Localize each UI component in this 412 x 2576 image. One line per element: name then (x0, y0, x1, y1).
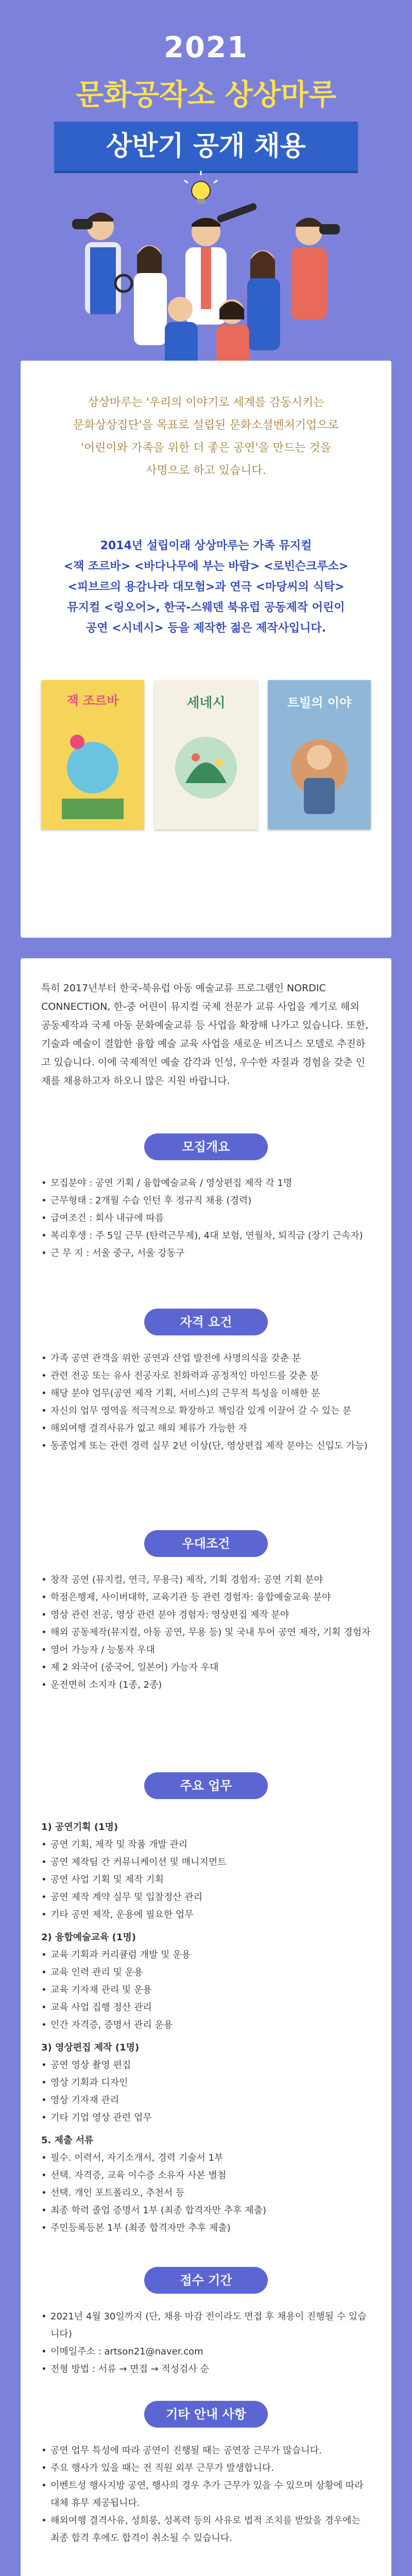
highlight-line: <잭 조르바> <바다나무에 부는 바람> <로빈슨크루소> (63, 560, 349, 573)
list-item: • 해당 분야 업무(공연 제작 기획, 서비스)의 근무적 특성을 이해한 분 (41, 1385, 371, 1402)
section-title-duties: 주요 업무 (144, 1772, 268, 1799)
book-title: 잭 조르바 (66, 693, 119, 708)
list-item: • 가족 공연 관객을 위한 공연과 산업 발전에 사명의식을 갖춘 분 (41, 1350, 371, 1367)
section-title-preferences: 우대조건 (144, 1530, 268, 1557)
company-title: 문화공작소 상상마루 (75, 78, 337, 112)
list-item: • 학점은행제, 사이버대학, 교육기관 등 관련 경험자: 융합예술교육 분야 (41, 1589, 371, 1606)
list-item: • 기타 공연 제작, 운용에 필요한 업무 (41, 1906, 371, 1924)
list-item: • 해외여행 결격사유, 성희롱, 성폭력 등의 사유로 법적 조치를 받았을 경우에는 최종 합격 후에도 합격이 취소될 수 있습니다. (41, 2512, 371, 2547)
list-item: • 관련 전공 또는 유사 전공자로 친화력과 공정적인 마인드를 갖춘 분 (41, 1367, 371, 1385)
highlight-line: 공연 <시네시> 등을 제작한 젊은 제작사입니다. (85, 622, 327, 635)
intro-line: 문화상상집단'을 목표로 설립된 문화소셜벤처기업으로 (73, 419, 339, 432)
person-woman-right-icon (247, 250, 280, 350)
list-item: • 공연 사업 기획 및 제작 기획 (41, 1871, 371, 1889)
list-item: • 교육 인력 관리 및 운용 (41, 1964, 371, 1981)
intro-line: 상상마루는 '우리의 이야기로 세계를 감동시키는 (88, 396, 324, 409)
list-item: • 창작 공연 (뮤지컬, 연극, 무용극) 제작, 기획 경험자: 공연 기획 분야 (41, 1571, 371, 1589)
book-illustration-icon (154, 680, 258, 829)
section-preferences (41, 1571, 371, 1694)
list-item: • 영상 기자재 관리 (41, 2092, 371, 2109)
list-item: • 공연 업무 특성에 따라 공연이 진행될 때는 공연장 근무가 많습니다. (41, 2442, 371, 2460)
duty-heading: 1) 공연기획 (1명) (41, 1822, 118, 1833)
book-title: 트빌의 이야 (287, 696, 352, 710)
list-item: • 근무형태 : 2개월 수습 인턴 후 정규직 채용 (경력) (41, 1192, 371, 1210)
person-woman-magnifier-icon (115, 245, 167, 345)
person-right-binoculars-icon (291, 218, 340, 320)
book-covers (41, 680, 371, 835)
list-item: • 모집분야 : 공연 기획 / 융합예술교육 / 영상편집 제작 각 1명 (41, 1175, 371, 1192)
section-duties (41, 1814, 371, 2237)
duty-heading: 3) 영상편집 제작 (1명) (41, 2042, 140, 2053)
person-left-binoculars-icon (72, 213, 121, 315)
section-title-overview: 모집개요 (144, 1133, 268, 1160)
list-item: • 선택. 자격증, 교육 이수증 소유자 사본 별첨 (41, 2167, 371, 2184)
section-qualifications (41, 1350, 371, 1455)
recruit-banner: 상반기 공개 채용 (54, 122, 358, 171)
list-item: • 교육 기획과 커리큘럼 개발 및 운용 (41, 1946, 371, 1964)
highlight-line: 뮤지컬 <링오어>, 한국-스웨덴 북유럽 공동제작 어린이 (67, 601, 345, 614)
duty-heading: 2) 융합예술교육 (1명) (41, 1932, 136, 1943)
list-item: • 제 2 외국어 (중국어, 일본어) 가능자 우대 (41, 1659, 371, 1676)
intro-line: 사명으로 하고 있습니다. (146, 464, 266, 477)
list-item: • 필수. 이력서, 자기소개서, 경력 기술서 1부 (41, 2149, 371, 2167)
list-item: • 영상 관련 전공, 영상 관련 분야 경험자: 영상편집 제작 분야 (41, 1606, 371, 1624)
book-illustration-icon (41, 680, 144, 829)
duty-heading: 5. 제출 서류 (41, 2135, 94, 2146)
year-label: 2021 (164, 31, 248, 64)
intro-text (41, 392, 371, 482)
section-title-other-info: 기타 안내 사항 (144, 2401, 268, 2428)
book-title: 세네시 (186, 696, 226, 711)
list-item: • 선택. 개인 포트폴리오, 추천서 등 (41, 2184, 371, 2202)
list-item: • 교육 기자재 관리 및 운용 (41, 1981, 371, 1999)
company-description: 특히 2017년부터 한국-북유럽 아동 예술교류 프로그램인 NORDIC CONNECTION, 한-중 어린이 뮤지컬 국제 전문가 교류 사업을 계기로 해외 공동제작과 국제 아동 문화예술교류 등 사업을 확장해 나가고 있습니다. 또한, 기술과 예술이 결합한 융합 예술 교육 사업을 새로운 비즈니스 모델로 추진하고 있습니다. 이에 국제적인 예술 감각과 인성, 우수한 자질과 경험을 갖춘 인재를 채용하고자 하오니 많은 지원 바랍니다. (41, 982, 369, 1087)
list-item: • 근 무 지 : 서울 중구, 서울 강동구 (41, 1245, 371, 1262)
header (0, 0, 412, 361)
intro-highlight (41, 536, 371, 639)
list-item: • 교육 사업 집행 정산 관리 (41, 1999, 371, 2016)
list-item: • 해외여행 결격사유가 없고 해외 체류가 가능한 자 (41, 1420, 371, 1437)
list-item: • 자신의 업무 영역을 적극적으로 확장하고 책임감 있게 이끌어 갈 수 있는 분 (41, 1402, 371, 1420)
list-item: • 공연 제작 계약 실무 및 입찰정산 관리 (41, 1889, 371, 1906)
list-item: • 공연 기획, 제작 및 작품 개발 관리 (41, 1836, 371, 1854)
section-title-qualifications: 자격 요건 (144, 1309, 268, 1335)
lightbulb-icon (184, 171, 217, 204)
list-item: • 최종 학력 졸업 증명서 1부 (최종 합격자만 추후 제출) (41, 2202, 371, 2219)
list-item: • 영상 기획과 디자인 (41, 2074, 371, 2092)
list-item: • 공연 제작팀 간 커뮤니케이션 및 매니지먼트 (41, 1854, 371, 1871)
list-item: • 복리후생 : 주 5일 근무 (탄력근무제), 4대 보험, 연월차, 퇴직금 (장기 근속자) (41, 1227, 371, 1245)
book-cover (268, 680, 371, 829)
highlight-line: <피브르의 용감나라 대모험>과 연극 <마당씨의 식탁> (67, 581, 345, 594)
book-cover (154, 680, 258, 829)
list-item: • 해외 공동제작(뮤지컬, 아동 공연, 무용 등) 및 국내 투어 공연 제작, 기획 경험자 (41, 1624, 371, 1641)
recruitment-details-card (21, 958, 391, 2576)
section-application-period (41, 2308, 371, 2378)
intro-line: '어린이와 가족을 위한 더 좋은 공연'을 만드는 것을 (80, 442, 332, 454)
book-cover (41, 680, 144, 829)
list-item: • 동종업계 또는 관련 경력 실무 2년 이상(단, 영상편집 제작 분야는 신입도 가능) (41, 1437, 371, 1455)
section-other-info (41, 2442, 371, 2547)
list-item: • 2021년 4월 30일까지 (단, 채용 마감 전이라도 면접 후 채용이 진행될 수 있습니다) (41, 2308, 371, 2343)
section-title-application-period: 접수 기간 (144, 2267, 268, 2294)
list-item: • 영어 가능자 / 능통자 우대 (41, 1641, 371, 1659)
list-item: • 인간 자격증, 증명서 관리 운용 (41, 2016, 371, 2034)
list-item: • 이벤트성 행사지방 공연, 행사의 경우 추가 근무가 있을 수 있으며 상황에 따라 대체 휴무 제공됩니다. (41, 2477, 371, 2512)
list-item: • 주요 행사가 있을 때는 전 직원 외부 근무가 발생합니다. (41, 2460, 371, 2477)
people-illustration (62, 170, 350, 381)
highlight-line: 2014년 설립이래 상상마루는 가족 뮤지컬 (100, 539, 312, 552)
list-item: • 주민등록등본 1부 (최종 합격자만 추후 제출) (41, 2219, 371, 2237)
list-item: • 급여조건 : 회사 내규에 따름 (41, 1210, 371, 1227)
book-illustration-icon (268, 680, 371, 829)
section-overview (41, 1175, 371, 1262)
list-item: • 운전면허 소지자 (1종, 2종) (41, 1676, 371, 1694)
list-item: • 기타 기업 영상 관련 업무 (41, 2109, 371, 2127)
list-item: • 공연 영상 촬영 편집 (41, 2057, 371, 2074)
list-item: • 전형 방법 : 서류 → 면접 → 적성검사 순 (41, 2361, 371, 2378)
intro-card (21, 361, 391, 938)
list-item: • 이메일주소 : artson21@naver.com (41, 2343, 371, 2361)
